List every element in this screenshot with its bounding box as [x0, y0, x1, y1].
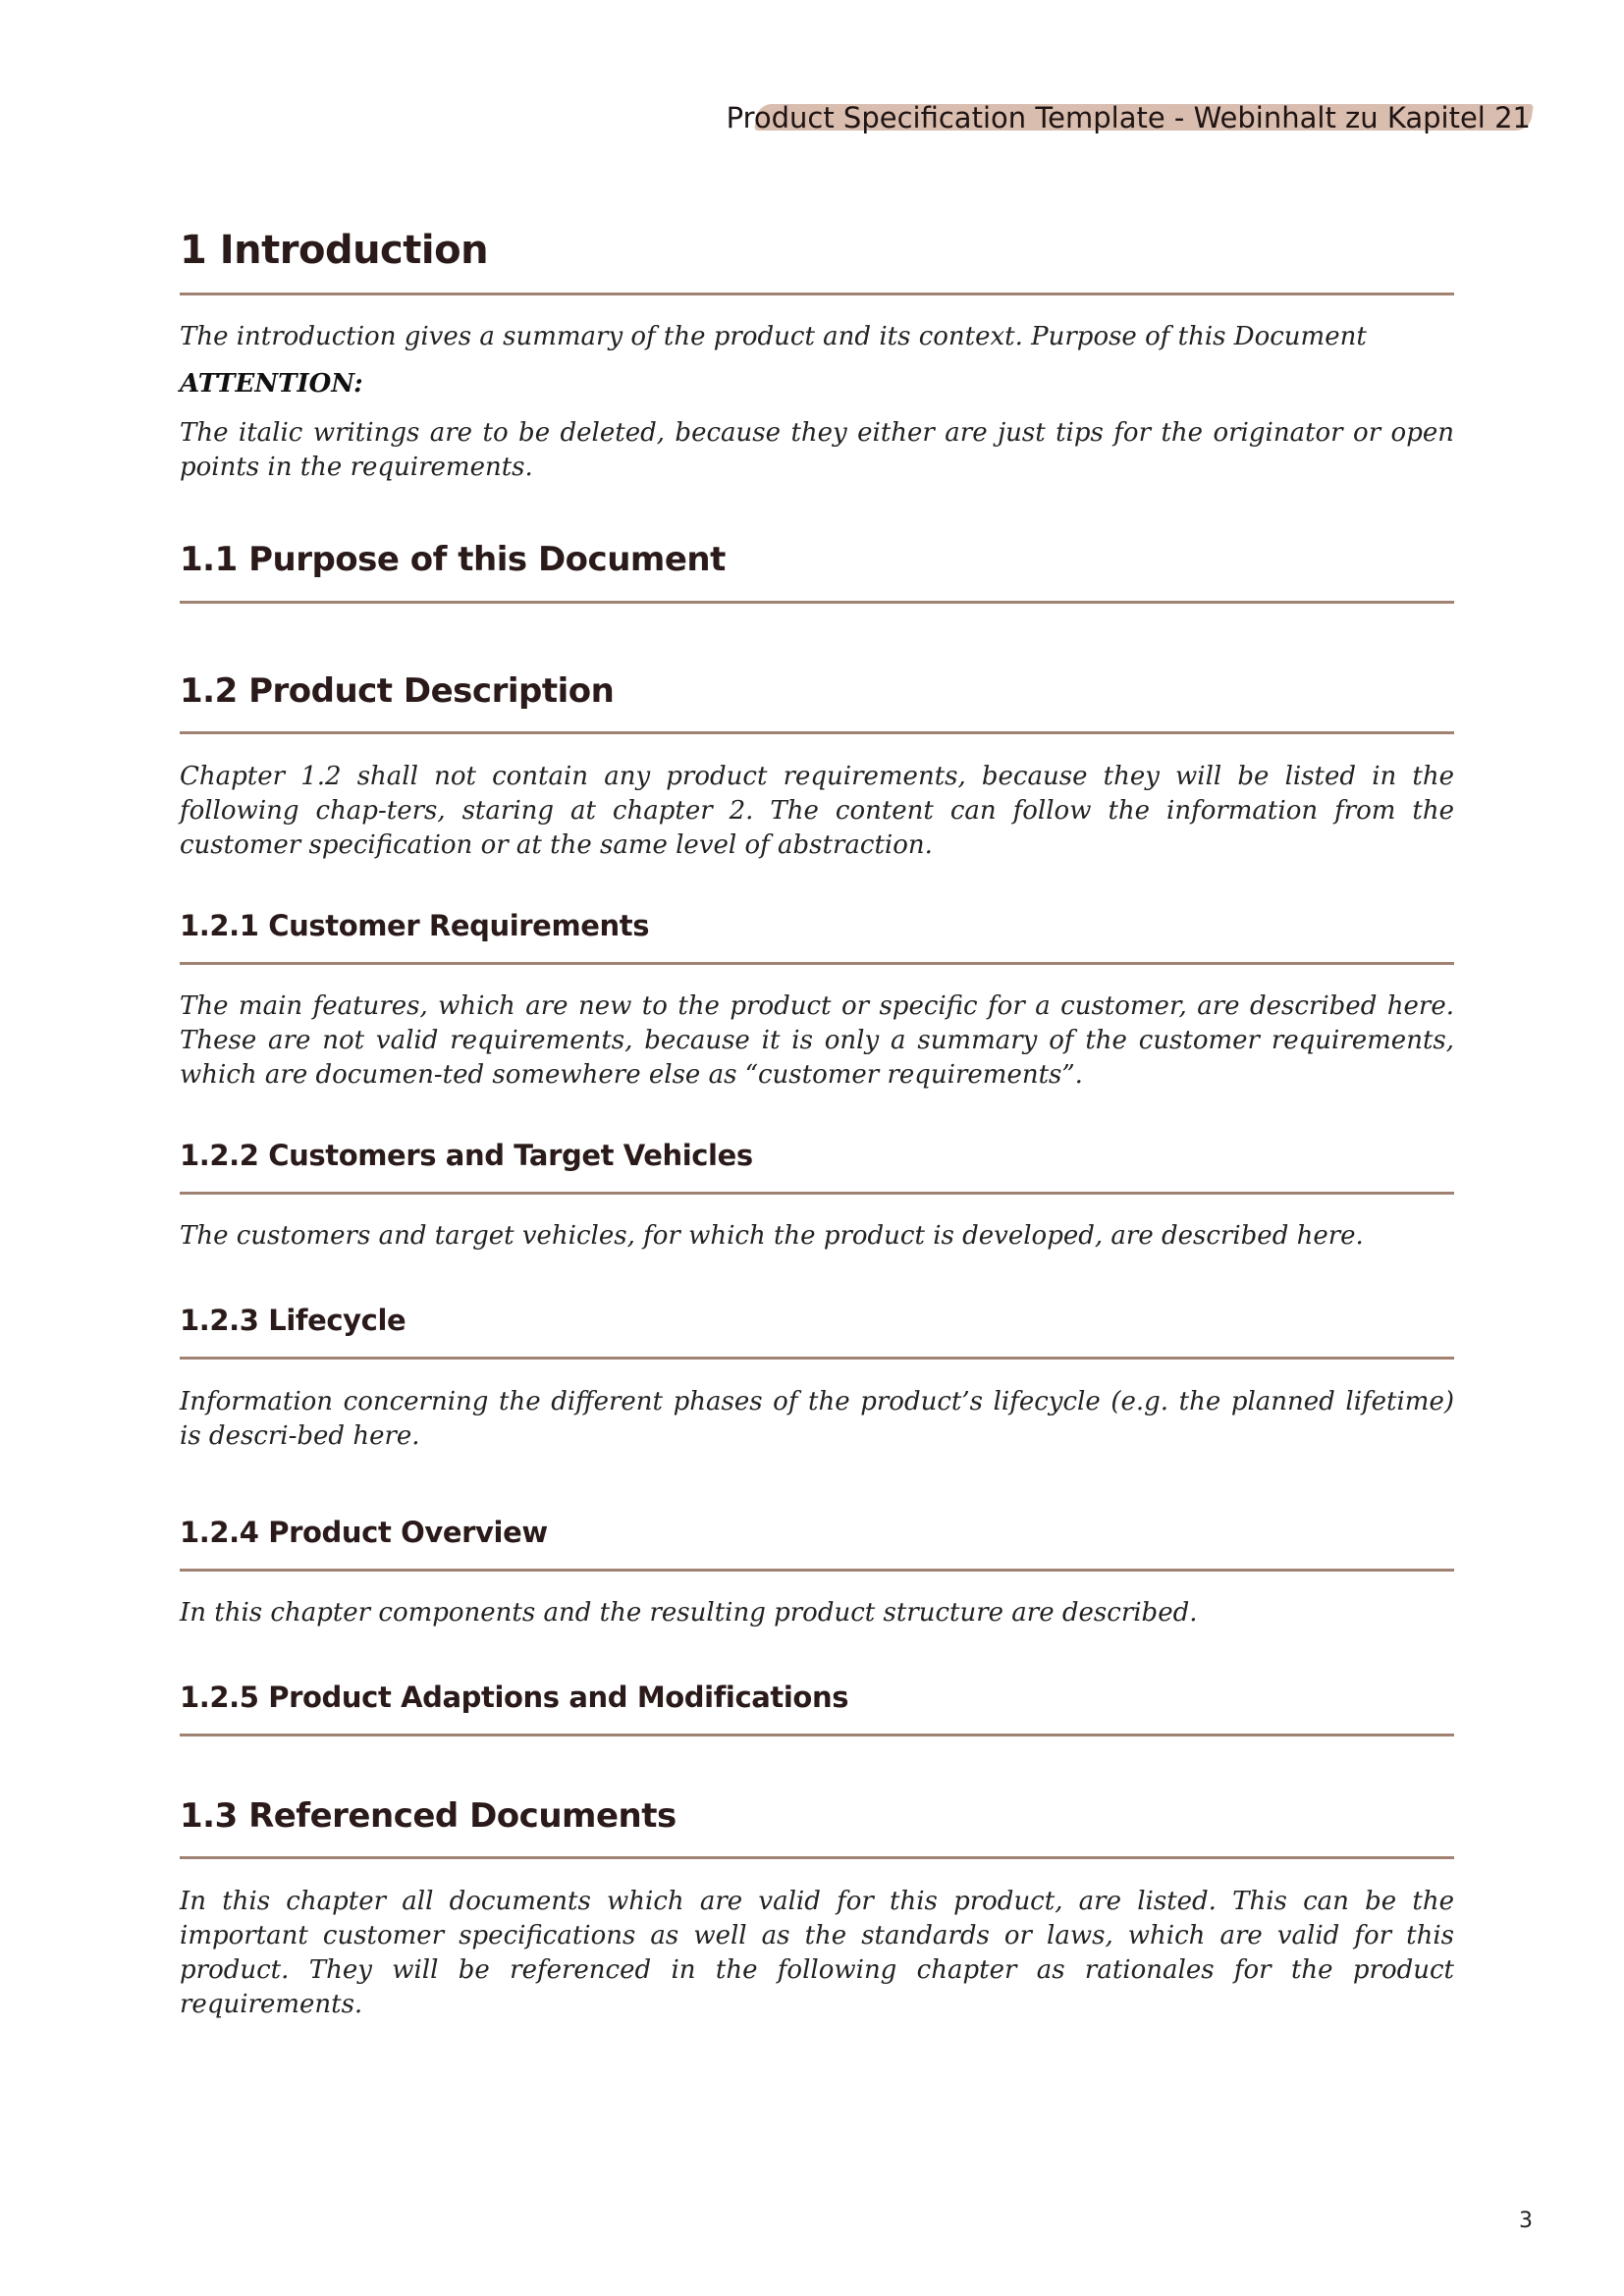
heading-referenced-documents: 1.3 Referenced Documents [180, 1796, 677, 1836]
heading-rule [180, 293, 1454, 295]
heading-rule [180, 1357, 1454, 1360]
heading-rule [180, 1734, 1454, 1736]
running-header [726, 98, 1537, 137]
heading-product-adaptions: 1.2.5 Product Adaptions and Modifications [180, 1681, 849, 1714]
referenced-documents-paragraph: In this chapter all documents which are valid for this product, are listed. This can be the important customer specifications as well as the standards or laws, which are valid for this product. They will be referenced in the following chapter as rationales for the product requirements. [180, 1887, 1454, 2019]
heading-rule [180, 1569, 1454, 1572]
heading-lifecycle: 1.2.3 Lifecycle [180, 1304, 406, 1337]
heading-rule [180, 731, 1454, 734]
heading-product-overview: 1.2.4 Product Overview [180, 1516, 548, 1549]
heading-introduction: 1 Introduction [180, 228, 489, 273]
heading-rule [180, 1856, 1454, 1859]
product-overview-paragraph: In this chapter components and the resulting product structure are described. [180, 1598, 1198, 1628]
lifecycle-paragraph: Information concerning the different phases of the product’s lifecycle (e.g. the planned lifetime) is descri-bed here. [180, 1387, 1454, 1451]
header-title: Product Specification Template - Webinhalt zu Kapitel 21 [726, 101, 1531, 134]
heading-rule [180, 1192, 1454, 1195]
heading-purpose: 1.1 Purpose of this Document [180, 540, 726, 579]
attention-label: ATTENTION: [180, 369, 363, 399]
attention-paragraph: The italic writings are to be deleted, because they either are just tips for the originator or open points in the requirements. [180, 418, 1454, 482]
product-description-paragraph: Chapter 1.2 shall not contain any product requirements, because they will be listed in the following chap-ters, staring at chapter 2. The content can follow the information from the customer specification or at the same level of abstraction. [180, 762, 1454, 860]
heading-customers-target-vehicles: 1.2.2 Customers and Target Vehicles [180, 1139, 753, 1172]
heading-rule [180, 962, 1454, 965]
customers-target-vehicles-paragraph: The customers and target vehicles, for which the product is developed, are described here. [180, 1221, 1364, 1251]
heading-product-description: 1.2 Product Description [180, 671, 615, 711]
heading-customer-requirements: 1.2.1 Customer Requirements [180, 909, 650, 942]
customer-requirements-paragraph: The main features, which are new to the product or specific for a customer, are described here. These are not valid requirements, because it is only a summary of the customer requirements, which are documen-ted somewhere else as “customer requirements”. [180, 991, 1454, 1090]
heading-rule [180, 601, 1454, 604]
page-number: 3 [1519, 2209, 1533, 2233]
intro-paragraph: The introduction gives a summary of the product and its context. Purpose of this Document [180, 322, 1367, 351]
